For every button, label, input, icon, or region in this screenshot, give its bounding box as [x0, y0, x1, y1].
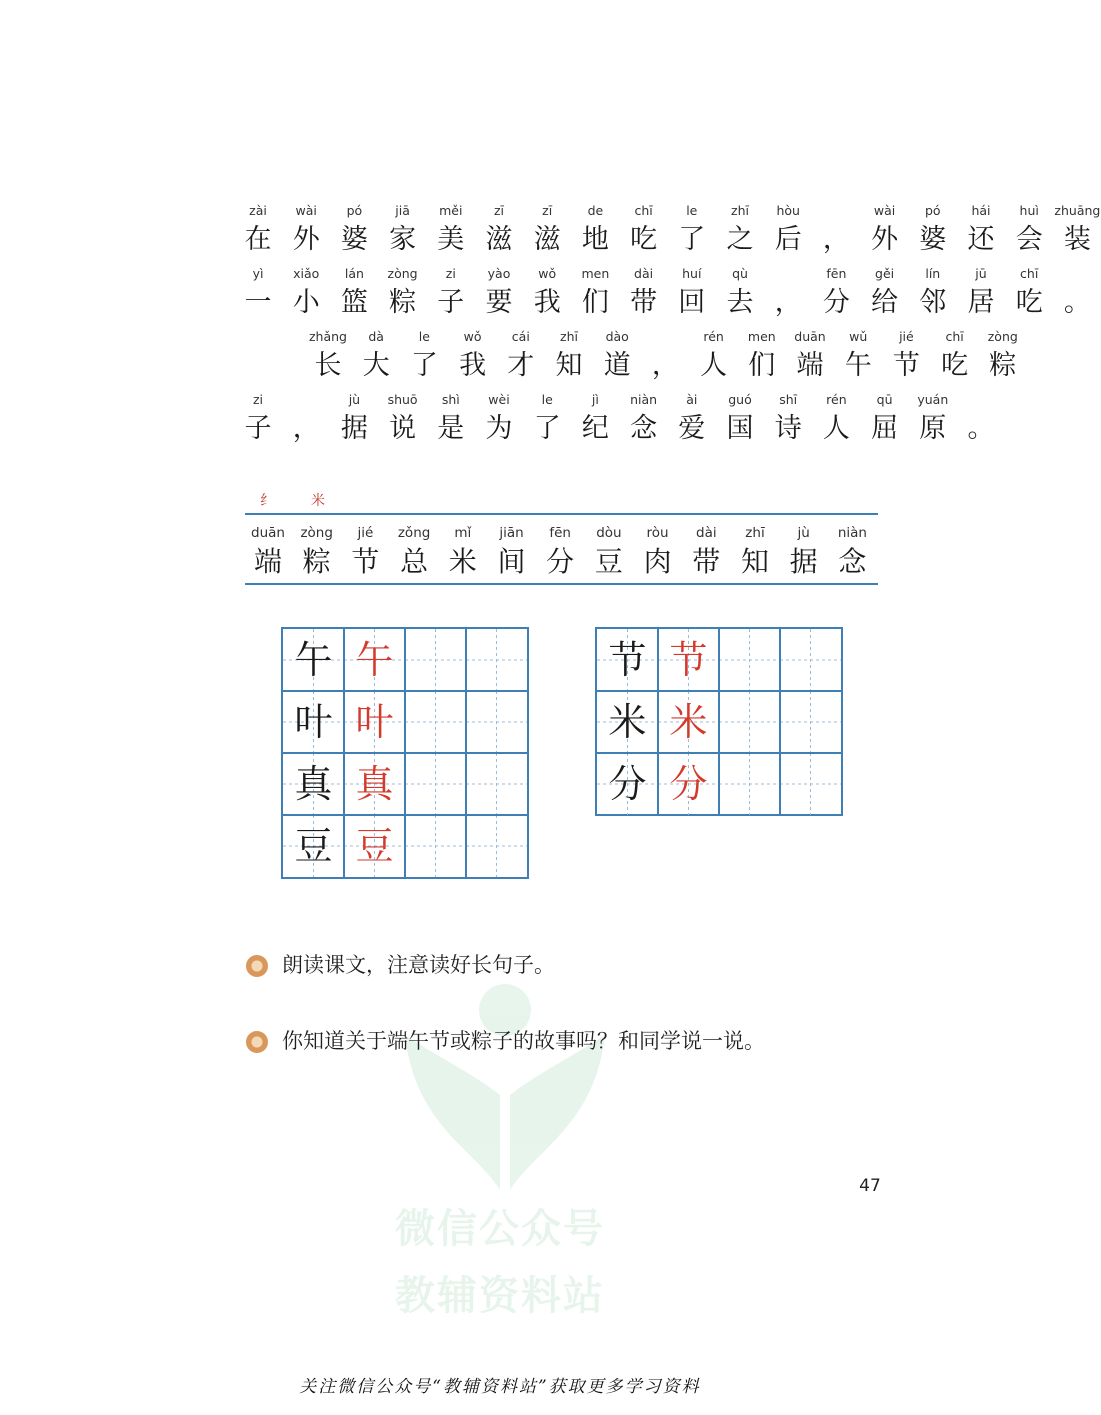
- hanzi: 人: [822, 413, 850, 444]
- hanzi: 美: [437, 224, 465, 255]
- question-1: [246, 945, 646, 985]
- syllable: [282, 263, 330, 321]
- model-character-glyph: 叶: [294, 700, 333, 744]
- hanzi: 总: [400, 545, 429, 578]
- syllable: [957, 200, 1005, 258]
- hanzi: 诗: [774, 413, 802, 444]
- hanzi: 才: [507, 350, 535, 381]
- hanzi: 带: [692, 545, 721, 578]
- syllable: [523, 200, 571, 258]
- hanzi: 粽: [302, 545, 331, 578]
- syllable: [690, 326, 738, 384]
- pinyin: hòu: [776, 203, 800, 218]
- pinyin: jù: [348, 392, 361, 407]
- pinyin: wài: [295, 203, 317, 218]
- passage-line-4: [0, 389, 1000, 449]
- trace-character: [344, 629, 405, 691]
- hanzi: 国: [726, 413, 754, 444]
- trace-character: [344, 753, 405, 815]
- pinyin: zī: [542, 203, 553, 218]
- hanzi: 念: [838, 545, 867, 578]
- pinyin: zhī: [560, 329, 578, 344]
- pinyin: ài: [686, 392, 698, 407]
- hanzi: 装: [1063, 224, 1091, 255]
- hanzi: 大: [362, 350, 390, 381]
- pinyin: lán: [344, 266, 364, 281]
- syllable: [330, 389, 378, 447]
- syllable: [571, 263, 619, 321]
- hanzi: 节: [892, 350, 920, 381]
- hanzi: 节: [351, 545, 380, 578]
- hanzi: 子: [244, 413, 272, 444]
- pinyin: jū: [975, 266, 987, 281]
- passage-line-2: [0, 263, 1091, 323]
- hanzi: 知: [555, 350, 583, 381]
- pinyin: zhuāng: [1054, 203, 1101, 218]
- hanzi: 给: [871, 287, 899, 318]
- pinyin: dài: [696, 525, 717, 541]
- syllable: [234, 389, 282, 447]
- model-character: [283, 815, 344, 877]
- hanzi: ，: [292, 413, 320, 444]
- hanzi: 之: [726, 224, 754, 255]
- pinyin: zhī: [745, 525, 765, 541]
- syllable: [682, 522, 730, 580]
- pinyin: jù: [797, 525, 810, 541]
- syllable: [764, 200, 812, 258]
- hanzi: 婆: [919, 224, 947, 255]
- syllable: [861, 389, 909, 447]
- pinyin: qù: [732, 266, 748, 281]
- passage-line-1: [0, 200, 1101, 260]
- hanzi: 。: [967, 413, 995, 444]
- trace-character-glyph: 叶: [355, 700, 394, 744]
- radical-hint: [256, 490, 336, 514]
- hanzi: 在: [244, 224, 272, 255]
- hanzi: 豆: [594, 545, 623, 578]
- pinyin: yuán: [917, 392, 949, 407]
- model-character: [597, 629, 658, 691]
- syllable: [475, 389, 523, 447]
- pinyin: guó: [728, 392, 752, 407]
- trace-character: [658, 691, 719, 753]
- pinyin: rén: [703, 329, 724, 344]
- syllable: [379, 263, 427, 321]
- syllable: [861, 200, 909, 258]
- pinyin: zòng: [300, 525, 333, 541]
- pinyin: de: [587, 203, 604, 218]
- hanzi: 知: [740, 545, 769, 578]
- pinyin: rén: [826, 392, 847, 407]
- pinyin: men: [581, 266, 610, 281]
- pinyin: jié: [357, 525, 374, 541]
- syllable: [282, 200, 330, 258]
- pinyin: zǒng: [397, 525, 431, 541]
- syllable: [282, 389, 330, 447]
- syllable: [571, 389, 619, 447]
- hanzi: 回: [678, 287, 706, 318]
- hanzi: 端: [796, 350, 824, 381]
- trace-character: [658, 753, 719, 815]
- hanzi: 据: [789, 545, 818, 578]
- syllable: [341, 522, 389, 580]
- syllable: [585, 522, 633, 580]
- syllable: [909, 263, 957, 321]
- hanzi: 了: [678, 224, 706, 255]
- syllable: [668, 200, 716, 258]
- syllable: [545, 326, 593, 384]
- hanzi: 分: [822, 287, 850, 318]
- hanzi: 了: [533, 413, 561, 444]
- hanzi: 们: [748, 350, 776, 381]
- syllable: [861, 263, 909, 321]
- pinyin: hái: [971, 203, 991, 218]
- pinyin: zī: [493, 203, 505, 218]
- syllable: [427, 200, 475, 258]
- pinyin: xiǎo: [293, 266, 320, 281]
- syllable: [931, 326, 979, 384]
- syllable: [390, 522, 438, 580]
- syllable: [497, 326, 545, 384]
- syllable: [731, 522, 779, 580]
- syllable: [379, 389, 427, 447]
- pinyin: le: [418, 329, 430, 344]
- trace-character-glyph: 豆: [355, 824, 394, 868]
- syllable: [909, 389, 957, 447]
- model-character-glyph: 节: [608, 638, 647, 682]
- pinyin: chī: [634, 203, 653, 218]
- pinyin: pó: [925, 203, 941, 218]
- syllable: [1053, 200, 1101, 258]
- syllable: [738, 326, 786, 384]
- radical-hint-1: 纟: [260, 493, 274, 509]
- pinyin: wǒ: [538, 266, 557, 281]
- hanzi: 们: [581, 287, 609, 318]
- pinyin: zài: [249, 203, 267, 218]
- syllable: [641, 326, 689, 384]
- model-character-glyph: 米: [608, 700, 647, 744]
- pinyin: shuō: [387, 392, 418, 407]
- hanzi: 滋: [533, 224, 561, 255]
- hanzi: 我: [459, 350, 487, 381]
- model-character: [283, 753, 344, 815]
- model-character: [597, 691, 658, 753]
- syllable: [475, 200, 523, 258]
- syllable: [330, 200, 378, 258]
- hanzi: 去: [726, 287, 754, 318]
- syllable: [668, 263, 716, 321]
- pinyin: gěi: [875, 266, 895, 281]
- question-2-text: 你知道关于端午节或粽子的故事吗？和同学说一说。: [282, 1029, 765, 1053]
- syllable: [716, 200, 764, 258]
- watermark-logo-icon: [385, 975, 625, 1205]
- pinyin: ròu: [646, 525, 669, 541]
- pinyin: wài: [873, 203, 896, 218]
- trace-character-glyph: 节: [669, 638, 708, 682]
- pinyin: shì: [441, 392, 460, 407]
- hanzi: 外: [871, 224, 899, 255]
- pinyin: [957, 389, 1005, 411]
- pinyin: [812, 200, 860, 222]
- pinyin: zòng: [987, 329, 1018, 344]
- syllable: [523, 389, 571, 447]
- trace-character: [344, 815, 405, 877]
- hanzi: 我: [533, 287, 561, 318]
- hanzi: 原: [919, 413, 947, 444]
- hanzi: 据: [340, 413, 368, 444]
- pinyin: jiā: [395, 203, 410, 218]
- syllable: [786, 326, 834, 384]
- pinyin: niàn: [837, 525, 867, 541]
- pinyin: shī: [779, 392, 798, 407]
- hanzi: 家: [389, 224, 417, 255]
- hanzi: 为: [485, 413, 513, 444]
- syllable: [668, 389, 716, 447]
- syllable: [304, 326, 352, 384]
- hanzi: ，: [651, 350, 679, 381]
- pinyin: niàn: [630, 392, 658, 407]
- pinyin: duān: [251, 525, 285, 541]
- hanzi: 要: [485, 287, 513, 318]
- hanzi: 长: [314, 350, 342, 381]
- radical-hint-2: 米: [311, 493, 325, 509]
- syllable: [834, 326, 882, 384]
- trace-character-glyph: 真: [355, 762, 394, 806]
- hanzi: 吃: [1015, 287, 1043, 318]
- pinyin: huì: [1019, 203, 1039, 218]
- hanzi: 道: [603, 350, 631, 381]
- recognize-characters-row: [0, 522, 1000, 582]
- question-bullet-icon: [246, 955, 268, 977]
- hanzi: ，: [774, 287, 802, 318]
- syllable: [439, 522, 487, 580]
- pinyin: duān: [794, 329, 826, 344]
- pinyin: pó: [346, 203, 363, 218]
- hanzi: 是: [437, 413, 465, 444]
- pinyin: jì: [591, 392, 599, 407]
- hanzi: 分: [546, 545, 575, 578]
- pinyin: cái: [511, 329, 530, 344]
- syllable: [957, 389, 1005, 447]
- hanzi: 。: [1063, 287, 1091, 318]
- syllable: [379, 200, 427, 258]
- pinyin: dòu: [596, 525, 622, 541]
- pinyin: zòng: [387, 266, 418, 281]
- hanzi: 外: [292, 224, 320, 255]
- hanzi: 吃: [630, 224, 658, 255]
- pinyin: huí: [682, 266, 702, 281]
- hanzi: 纪: [581, 413, 609, 444]
- pinyin: yì: [252, 266, 264, 281]
- question-1-text: 朗读课文，注意读好长句子。: [282, 953, 555, 977]
- syllable: [427, 263, 475, 321]
- hanzi: 邻: [919, 287, 947, 318]
- syllable: [488, 522, 536, 580]
- syllable: [1053, 263, 1101, 321]
- syllable: [234, 263, 282, 321]
- footer-note: 关注微信公众号“教辅资料站”获取更多学习资料: [299, 1377, 701, 1397]
- pinyin: wèi: [488, 392, 510, 407]
- syllable: [1005, 200, 1053, 258]
- hanzi: ，: [822, 224, 850, 255]
- pinyin: le: [541, 392, 553, 407]
- syllable: [571, 200, 619, 258]
- trace-character: [344, 691, 405, 753]
- watermark-line-1: 微信公众号: [395, 1206, 605, 1252]
- pinyin: yào: [487, 266, 511, 281]
- writing-grid-left: [281, 627, 529, 879]
- syllable: [523, 263, 571, 321]
- hanzi: 午: [844, 350, 872, 381]
- trace-character: [658, 629, 719, 691]
- hanzi: 屈: [871, 413, 899, 444]
- pinyin: zi: [252, 392, 264, 407]
- syllable: [979, 326, 1027, 384]
- hanzi: 米: [448, 545, 477, 578]
- model-character-glyph: 午: [294, 638, 333, 682]
- hanzi: 还: [967, 224, 995, 255]
- syllable: [828, 522, 876, 580]
- syllable: [909, 200, 957, 258]
- syllable: [400, 326, 448, 384]
- question-bullet-icon: [246, 1031, 268, 1053]
- hanzi: 居: [967, 287, 995, 318]
- syllable: [764, 263, 812, 321]
- hanzi: 婆: [340, 224, 368, 255]
- hanzi: 子: [437, 287, 465, 318]
- hanzi: 滋: [485, 224, 513, 255]
- watermark-line-2: 教辅资料站: [395, 1273, 605, 1319]
- syllable: [780, 522, 828, 580]
- syllable: [352, 326, 400, 384]
- syllable: [293, 522, 341, 580]
- syllable: [620, 200, 668, 258]
- pinyin: zhǎng: [308, 329, 347, 344]
- pinyin: wǒ: [463, 329, 482, 344]
- syllable: [620, 263, 668, 321]
- model-character-glyph: 分: [608, 762, 647, 806]
- syllable: [475, 263, 523, 321]
- trace-character-glyph: 分: [669, 762, 708, 806]
- syllable: [330, 263, 378, 321]
- top-rule: [245, 513, 878, 515]
- pinyin: wǔ: [849, 329, 868, 344]
- syllable: [882, 326, 930, 384]
- hanzi: 后: [774, 224, 802, 255]
- pinyin: [764, 263, 812, 285]
- trace-character-glyph: 米: [669, 700, 708, 744]
- hanzi: 粽: [389, 287, 417, 318]
- hanzi: 了: [410, 350, 438, 381]
- hanzi: 地: [581, 224, 609, 255]
- pinyin: měi: [439, 203, 463, 218]
- syllable: [234, 200, 282, 258]
- syllable: [593, 326, 641, 384]
- hanzi: 带: [630, 287, 658, 318]
- hanzi: 粽: [989, 350, 1017, 381]
- model-character: [283, 629, 344, 691]
- syllable: [634, 522, 682, 580]
- pinyin: [282, 389, 330, 411]
- pinyin: lín: [925, 266, 941, 281]
- hanzi: 念: [630, 413, 658, 444]
- pinyin: dào: [605, 329, 629, 344]
- model-character: [597, 753, 658, 815]
- pinyin: [1053, 263, 1101, 285]
- pinyin: mǐ: [454, 525, 472, 541]
- pinyin: chī: [1020, 266, 1039, 281]
- pinyin: fēn: [549, 525, 571, 541]
- pinyin: fēn: [826, 266, 847, 281]
- hanzi: 间: [497, 545, 526, 578]
- passage-line-3: [0, 326, 1018, 386]
- pinyin: chī: [945, 329, 964, 344]
- syllable: [427, 389, 475, 447]
- hanzi: 篮: [340, 287, 368, 318]
- model-character: [283, 691, 344, 753]
- syllable: [812, 263, 860, 321]
- syllable: [536, 522, 584, 580]
- syllable: [812, 200, 860, 258]
- hanzi: 端: [253, 545, 282, 578]
- bottom-rule: [245, 583, 878, 585]
- syllable: [620, 389, 668, 447]
- writing-grid-right: [595, 627, 843, 816]
- pinyin: [641, 326, 689, 348]
- pinyin: zhī: [731, 203, 749, 218]
- pinyin: dài: [634, 266, 654, 281]
- pinyin: jié: [899, 329, 914, 344]
- hanzi: 小: [292, 287, 320, 318]
- pinyin: qū: [876, 392, 893, 407]
- question-2: [246, 1021, 886, 1061]
- syllable: [244, 522, 292, 580]
- hanzi: 爱: [678, 413, 706, 444]
- syllable: [764, 389, 812, 447]
- hanzi: 人: [700, 350, 728, 381]
- hanzi: 说: [389, 413, 417, 444]
- syllable: [449, 326, 497, 384]
- syllable: [1005, 263, 1053, 321]
- trace-character-glyph: 午: [355, 638, 394, 682]
- pinyin: men: [747, 329, 776, 344]
- hanzi: 会: [1015, 224, 1043, 255]
- pinyin: dà: [368, 329, 384, 344]
- hanzi: 一: [244, 287, 272, 318]
- pinyin: zi: [445, 266, 456, 281]
- pinyin: le: [686, 203, 698, 218]
- syllable: [716, 263, 764, 321]
- syllable: [716, 389, 764, 447]
- syllable: [957, 263, 1005, 321]
- hanzi: 吃: [941, 350, 969, 381]
- syllable: [812, 389, 860, 447]
- page-number: 47: [859, 1176, 881, 1196]
- pinyin: jiān: [499, 525, 524, 541]
- model-character-glyph: 真: [294, 762, 333, 806]
- hanzi: 肉: [643, 545, 672, 578]
- model-character-glyph: 豆: [294, 824, 333, 868]
